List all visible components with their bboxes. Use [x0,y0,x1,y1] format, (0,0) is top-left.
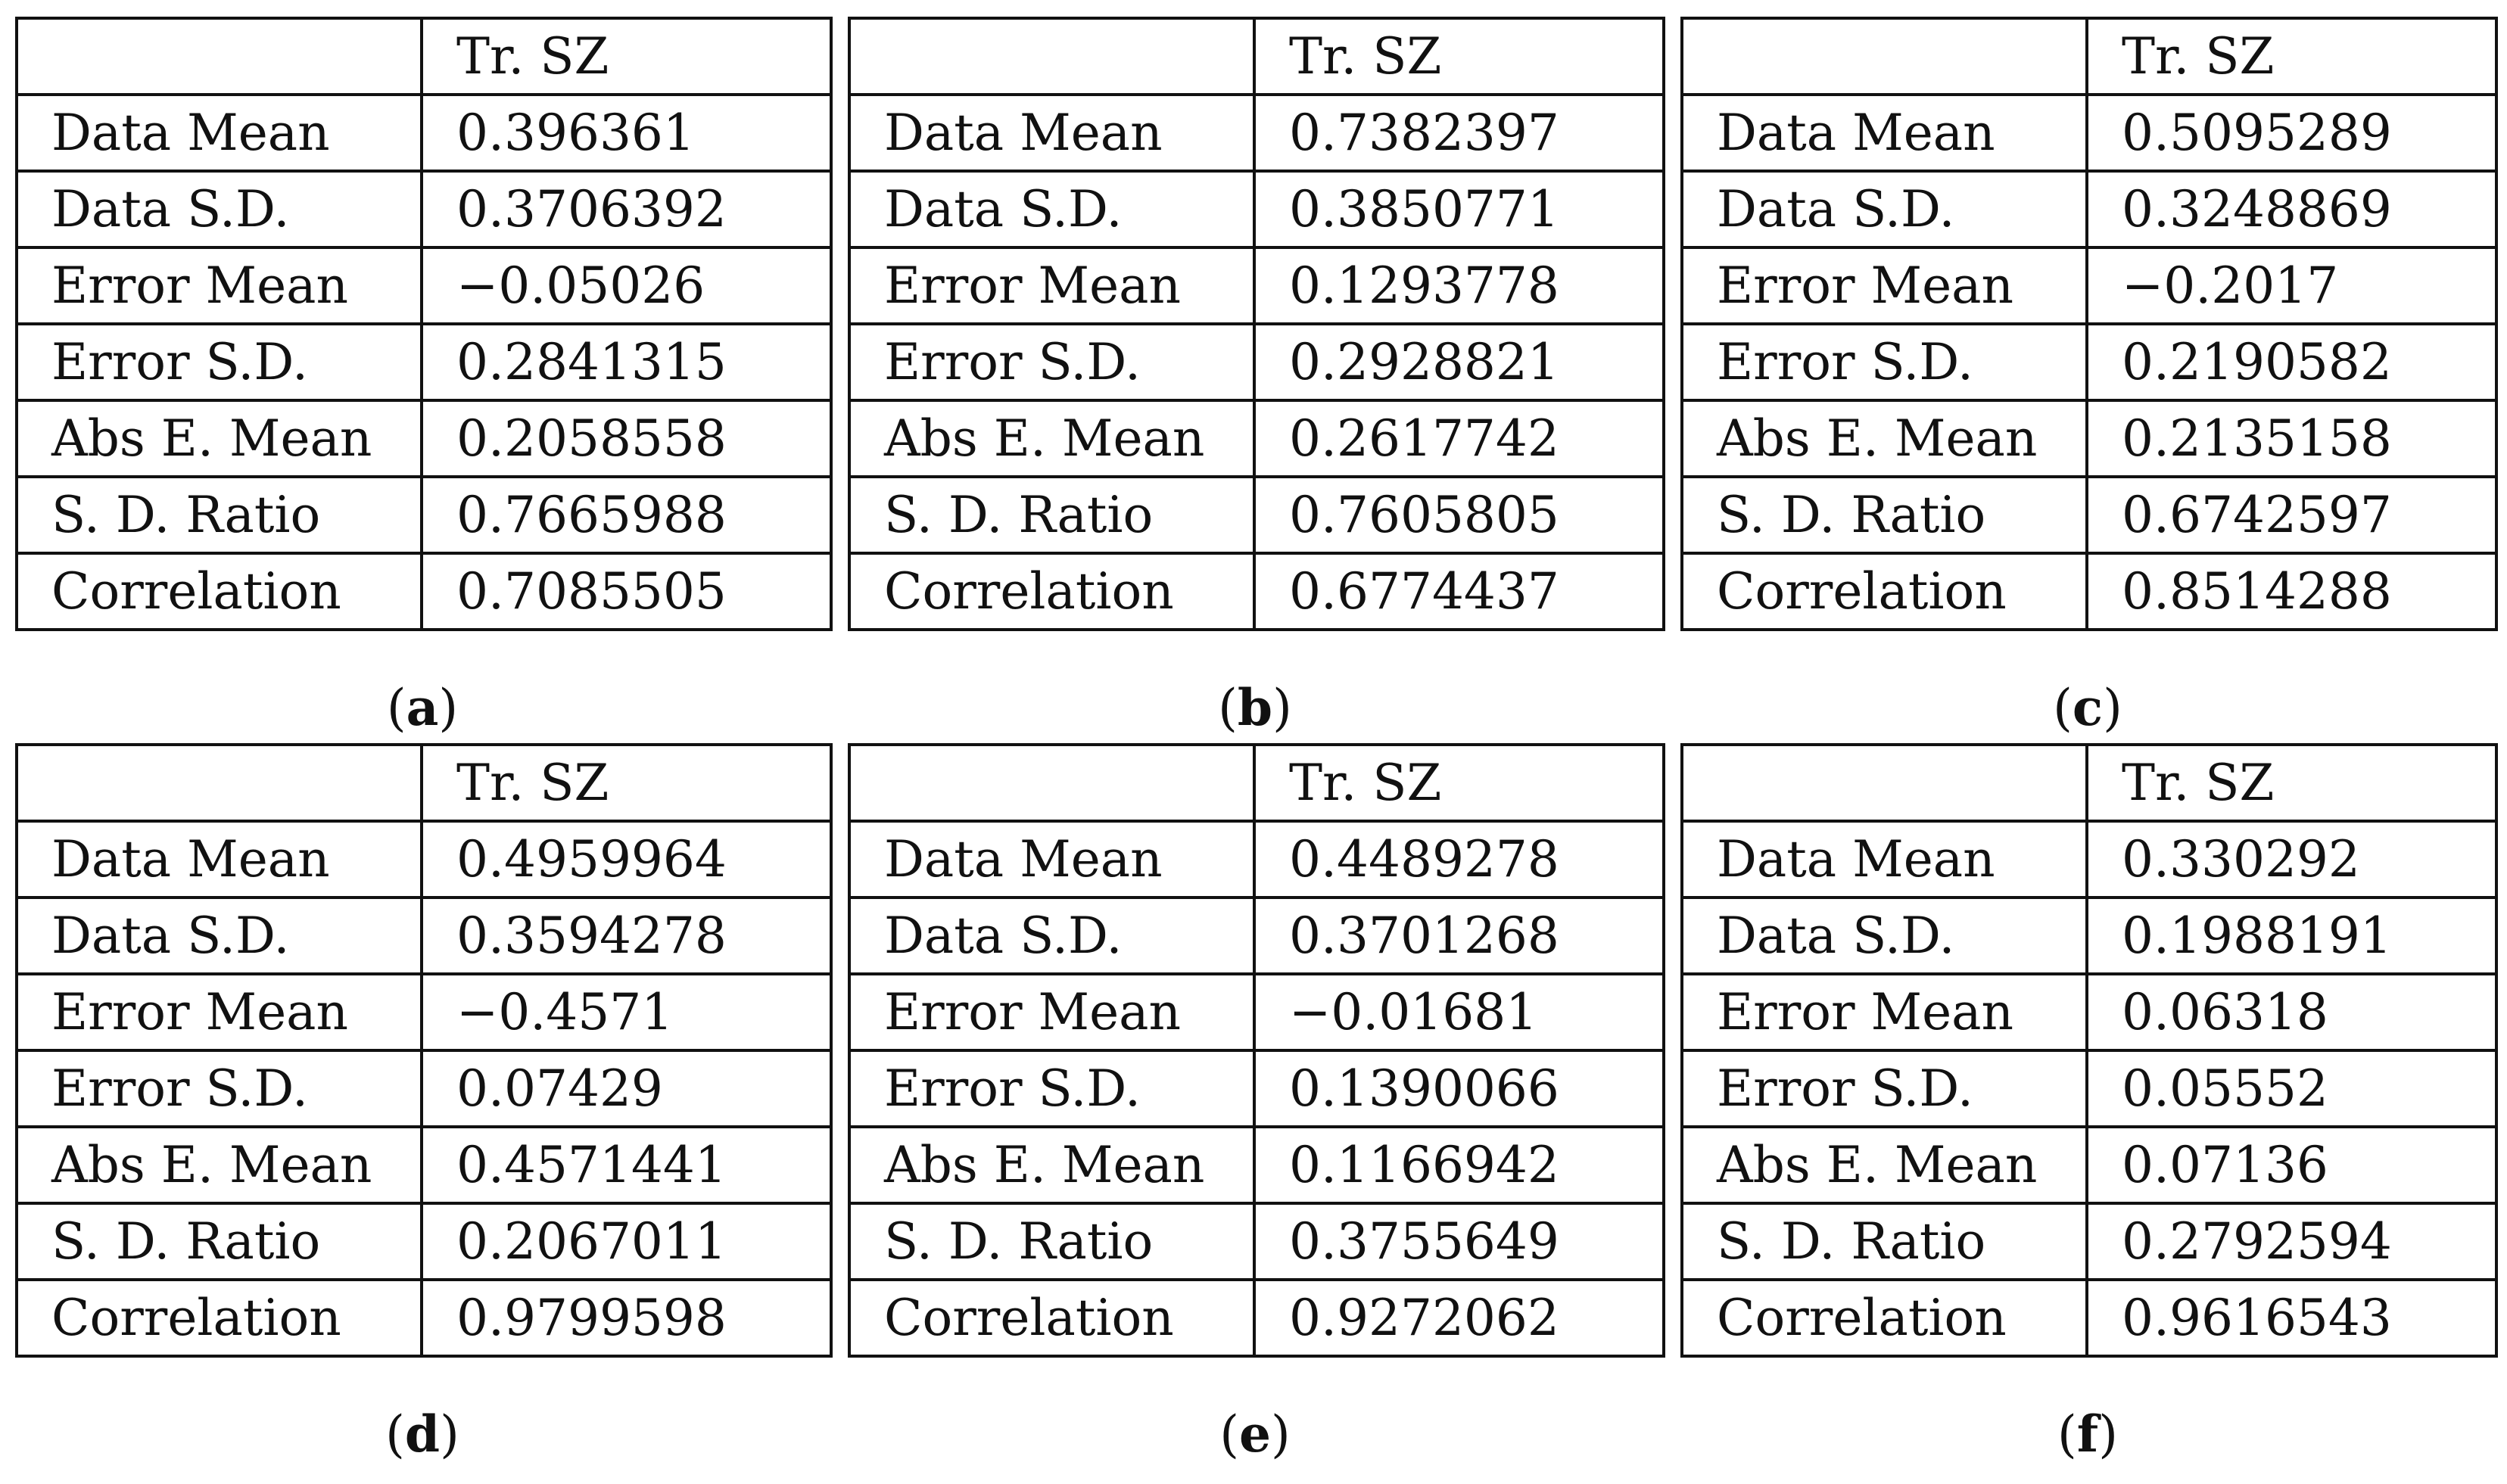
table-row [1682,1203,2496,1280]
row-value: 0.3706392 [422,171,831,247]
table-row [17,1280,831,1356]
table-row [849,553,1664,630]
panel-caption: (f) [2057,1405,2118,1464]
header-value-cell: Tr. SZ [2087,745,2496,821]
row-value: 0.2135158 [2087,400,2496,477]
row-value: 0.6742597 [2087,477,2496,553]
table-row [17,1050,831,1127]
row-label: S. D. Ratio [17,477,422,553]
row-label: Abs E. Mean [17,400,422,477]
panel-c [1680,17,2495,737]
row-label: Data S.D. [1682,171,2087,247]
panel-caption: (b) [1218,678,1292,737]
row-label: Error S.D. [1682,324,2087,400]
table-row [17,324,831,400]
panel-caption: (a) [386,678,459,737]
row-label: Abs E. Mean [1682,1127,2087,1203]
row-label: Data Mean [849,821,1254,898]
table-row [849,1203,1664,1280]
row-label: Correlation [1682,553,2087,630]
table-row [849,477,1664,553]
table-row [1682,1280,2496,1356]
header-value-cell: Tr. SZ [2087,18,2496,95]
row-label: S. D. Ratio [17,1203,422,1280]
table-row [849,1280,1664,1356]
stats-table [848,17,1665,631]
stats-table [1680,743,2498,1358]
table-row [1682,477,2496,553]
row-value: 0.4489278 [1254,821,1664,898]
row-label: Data Mean [1682,821,2087,898]
header-label-cell [849,18,1254,95]
header-label-cell [1682,745,2087,821]
row-label: Error S.D. [849,324,1254,400]
row-label: Data S.D. [17,171,422,247]
stats-table [15,17,833,631]
table-header-row [849,745,1664,821]
caption-letter: d [404,1405,441,1464]
header-value-cell: Tr. SZ [422,18,831,95]
table-header-row [1682,745,2496,821]
table-row [1682,400,2496,477]
table-row [1682,898,2496,974]
row-label: Data Mean [1682,95,2087,171]
row-value: 0.3248869 [2087,171,2496,247]
table-row [1682,95,2496,171]
table-row [1682,974,2496,1050]
table-row [849,1050,1664,1127]
table-header-row [17,745,831,821]
row-value: 0.2841315 [422,324,831,400]
table-row [1682,324,2496,400]
table-row [17,553,831,630]
row-value: 0.9272062 [1254,1280,1664,1356]
row-value: 0.4959964 [422,821,831,898]
table-row [17,171,831,247]
row-value: 0.396361 [422,95,831,171]
panel-a [15,17,830,737]
row-label: Data S.D. [849,171,1254,247]
row-label: Correlation [1682,1280,2087,1356]
row-value: 0.3701268 [1254,898,1664,974]
row-label: Error S.D. [849,1050,1254,1127]
table-row [849,171,1664,247]
table-row [1682,553,2496,630]
row-label: Data Mean [17,821,422,898]
row-label: Abs E. Mean [849,1127,1254,1203]
table-row [849,95,1664,171]
row-value: 0.2067011 [422,1203,831,1280]
row-label: Error Mean [1682,974,2087,1050]
row-value: 0.2190582 [2087,324,2496,400]
caption-letter: b [1237,678,1273,737]
row-value: −0.4571 [422,974,831,1050]
row-value: 0.3850771 [1254,171,1664,247]
row-label: Data S.D. [849,898,1254,974]
table-row [17,477,831,553]
row-label: Abs E. Mean [849,400,1254,477]
panel-d [15,743,830,1464]
table-row [849,324,1664,400]
panel-b [848,17,1662,737]
row-value: 0.1988191 [2087,898,2496,974]
row-value: 0.7085505 [422,553,831,630]
table-header-row [17,18,831,95]
table-row [1682,821,2496,898]
row-value: 0.07136 [2087,1127,2496,1203]
table-row [17,1127,831,1203]
row-value: 0.2617742 [1254,400,1664,477]
table-row [17,1203,831,1280]
row-value: −0.2017 [2087,247,2496,324]
table-row [849,898,1664,974]
row-label: Data Mean [17,95,422,171]
row-label: Correlation [17,1280,422,1356]
table-row [849,821,1664,898]
caption-letter: c [2072,678,2104,737]
panel-caption: (d) [385,1405,459,1464]
row-value: 0.07429 [422,1050,831,1127]
row-label: Error Mean [17,247,422,324]
row-label: Correlation [17,553,422,630]
table-row [17,247,831,324]
row-label: S. D. Ratio [849,477,1254,553]
row-label: Error S.D. [17,324,422,400]
row-label: Correlation [849,1280,1254,1356]
table-row [17,974,831,1050]
row-label: Error Mean [849,974,1254,1050]
row-label: S. D. Ratio [849,1203,1254,1280]
header-label-cell [17,18,422,95]
table-row [17,898,831,974]
row-value: 0.3594278 [422,898,831,974]
row-value: 0.9799598 [422,1280,831,1356]
header-value-cell: Tr. SZ [422,745,831,821]
row-value: 0.2928821 [1254,324,1664,400]
row-value: 0.8514288 [2087,553,2496,630]
row-value: 0.330292 [2087,821,2496,898]
row-label: Error Mean [17,974,422,1050]
table-row [1682,1127,2496,1203]
stats-table [15,743,833,1358]
row-value: −0.01681 [1254,974,1664,1050]
row-value: 0.06318 [2087,974,2496,1050]
row-value: 0.3755649 [1254,1203,1664,1280]
table-row [17,95,831,171]
table-row [849,247,1664,324]
header-label-cell [17,745,422,821]
row-value: 0.1293778 [1254,247,1664,324]
row-value: 0.1166942 [1254,1127,1664,1203]
header-value-cell: Tr. SZ [1254,18,1664,95]
row-value: 0.6774437 [1254,553,1664,630]
row-value: 0.5095289 [2087,95,2496,171]
row-label: Data S.D. [1682,898,2087,974]
table-row [1682,247,2496,324]
panel-e [848,743,1662,1464]
row-value: 0.7665988 [422,477,831,553]
stats-table [1680,17,2498,631]
row-value: 0.7382397 [1254,95,1664,171]
panel-caption: (e) [1219,1405,1291,1464]
row-label: Correlation [849,553,1254,630]
row-value: 0.9616543 [2087,1280,2496,1356]
row-value: 0.7605805 [1254,477,1664,553]
table-row [1682,1050,2496,1127]
panel-caption: (c) [2053,678,2122,737]
row-label: Error S.D. [1682,1050,2087,1127]
row-value: 0.2058558 [422,400,831,477]
row-value: 0.4571441 [422,1127,831,1203]
header-label-cell [849,745,1254,821]
table-header-row [1682,18,2496,95]
row-label: Error S.D. [17,1050,422,1127]
table-row [17,821,831,898]
row-label: Abs E. Mean [17,1127,422,1203]
table-header-row [849,18,1664,95]
table-row [17,400,831,477]
caption-letter: e [1239,1405,1271,1464]
caption-letter: f [2076,1405,2099,1464]
table-row [849,974,1664,1050]
header-value-cell: Tr. SZ [1254,745,1664,821]
row-label: S. D. Ratio [1682,1203,2087,1280]
table-row [849,1127,1664,1203]
row-value: 0.1390066 [1254,1050,1664,1127]
header-label-cell [1682,18,2087,95]
row-label: Error Mean [849,247,1254,324]
row-label: Error Mean [1682,247,2087,324]
row-label: Data S.D. [17,898,422,974]
row-label: S. D. Ratio [1682,477,2087,553]
panel-f [1680,743,2495,1464]
row-value: −0.05026 [422,247,831,324]
row-value: 0.05552 [2087,1050,2496,1127]
caption-letter: a [406,678,439,737]
row-label: Abs E. Mean [1682,400,2087,477]
table-row [849,400,1664,477]
row-value: 0.2792594 [2087,1203,2496,1280]
stats-table [848,743,1665,1358]
row-label: Data Mean [849,95,1254,171]
table-row [1682,171,2496,247]
